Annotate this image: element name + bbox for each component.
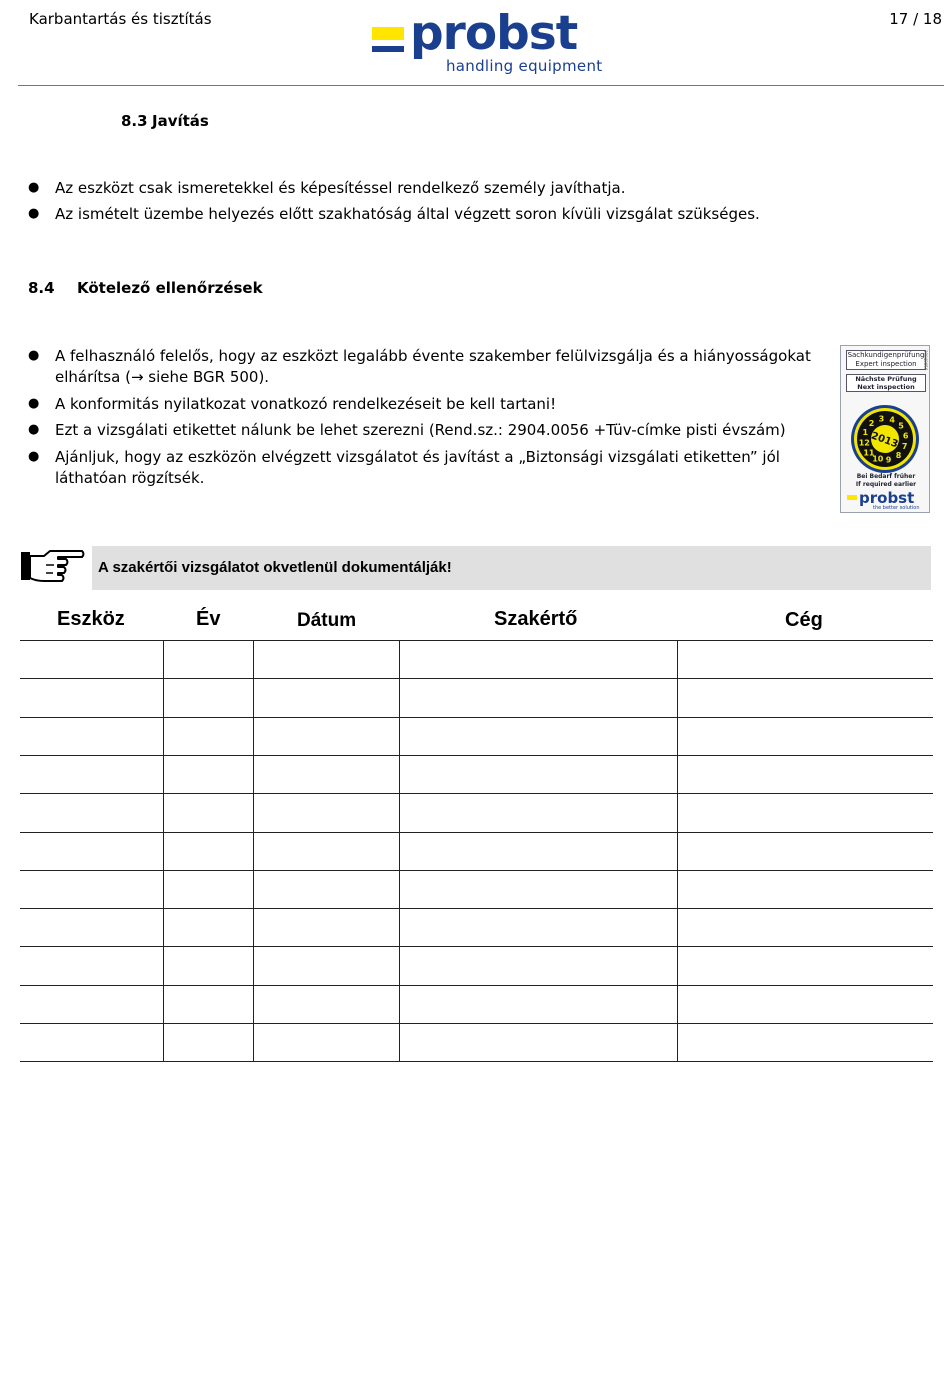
table-cell (678, 909, 932, 946)
section-83-bullet-2: Az ismételt üzembe helyezés előtt szakhatóság által végzett soron kívüli vizsgálat szükséges. (55, 205, 760, 223)
table-cell (164, 871, 253, 908)
label-logo-mark (847, 495, 857, 500)
table-cell (254, 679, 399, 716)
section-83-number: 8.3 (121, 112, 148, 130)
table-cell (164, 679, 253, 716)
month-mark: 8 (895, 451, 902, 461)
month-mark: 1 (862, 427, 869, 437)
table-cell (678, 947, 932, 984)
table-cell (164, 756, 253, 793)
table-cell (254, 871, 399, 908)
note-banner (92, 546, 931, 590)
section-84-number: 8.4 (28, 279, 55, 297)
table-cell (400, 794, 677, 831)
table-cell (254, 986, 399, 1023)
table-cell (254, 1024, 399, 1061)
month-mark: 9 (885, 455, 892, 465)
bullet-icon: ● (28, 396, 40, 411)
table-cell (254, 718, 399, 755)
month-mark: 12 (858, 438, 870, 448)
table-cell (164, 986, 253, 1023)
table-cell (400, 1024, 677, 1061)
label-earlier (844, 473, 928, 489)
label-expert-inspection (846, 350, 926, 370)
table-cell (400, 718, 677, 755)
bullet-icon: ● (28, 180, 40, 195)
table-cell (21, 794, 163, 831)
table-cell (164, 641, 253, 678)
table-cell (21, 871, 163, 908)
table-cell (678, 718, 932, 755)
month-mark: 7 (901, 442, 908, 452)
table-cell (678, 1024, 932, 1061)
section-84-bullet-1: A felhasználó felelős, hogy az eszközt legalább évente szakember felülvizsgálja és a hiányosságokat elhárítsa (→ siehe BGR 500). (55, 347, 811, 386)
table-cell (400, 679, 677, 716)
table-cell (254, 641, 399, 678)
label-brand-tag: the better solution (873, 505, 920, 511)
label-line2b: Next inspection (857, 383, 915, 391)
month-mark: 3 (878, 414, 885, 424)
table-cell (21, 833, 163, 870)
table-cell (21, 641, 163, 678)
table-cell (678, 641, 932, 678)
label-brand: probst (859, 489, 915, 507)
table-cell (400, 909, 677, 946)
table-cell (400, 947, 677, 984)
month-mark: 4 (889, 415, 895, 425)
table-cell (21, 756, 163, 793)
table-cell (678, 871, 932, 908)
table-cell (400, 871, 677, 908)
section-84-title: Kötelező ellenőrzések (77, 279, 263, 297)
label-code: 29040056 (923, 350, 928, 371)
table-cell (164, 909, 253, 946)
table-cell (678, 833, 932, 870)
table-cell (400, 756, 677, 793)
bullet-icon: ● (28, 449, 40, 464)
table-cell (400, 641, 677, 678)
table-cell (678, 756, 932, 793)
table-row-line (20, 1061, 933, 1062)
table-cell (21, 718, 163, 755)
month-mark: 5 (898, 421, 904, 431)
table-cell (400, 986, 677, 1023)
month-mark: 6 (902, 431, 909, 441)
table-cell (254, 909, 399, 946)
table-header-szakerto: Szakértő (494, 608, 578, 630)
label-line2a: Nächste Prüfung (855, 375, 917, 383)
month-mark: 2 (868, 418, 875, 428)
bullet-icon: ● (28, 422, 40, 437)
table-cell (254, 794, 399, 831)
table-cell (254, 756, 399, 793)
table-cell (400, 833, 677, 870)
inspection-log-table (20, 640, 933, 1062)
pointing-hand-icon (20, 548, 86, 586)
table-cell (21, 679, 163, 716)
month-mark: 10 (872, 454, 884, 464)
table-cell (164, 1024, 253, 1061)
note-text: A szakértői vizsgálatot okvetlenül dokumentálják! (98, 559, 452, 576)
table-cell (678, 986, 932, 1023)
table-header-ev: Év (196, 608, 221, 630)
month-mark: 11 (863, 448, 875, 458)
probst-logo (372, 6, 604, 80)
section-83-bullet-1: Az eszközt csak ismeretekkel és képesítéssel rendelkező személy javíthatja. (55, 179, 626, 197)
inspection-month-disc (850, 404, 920, 474)
bullet-icon: ● (28, 206, 40, 221)
table-header-eszkoz: Eszköz (57, 608, 125, 630)
logo-tagline: handling equipment (446, 57, 603, 75)
logo-blue-bar (372, 46, 404, 52)
table-cell (254, 833, 399, 870)
label-line3a: Bei Bedarf früher (856, 473, 916, 480)
section-84-bullet-3: Ezt a vizsgálati etikettet nálunk be lehet szerezni (Rend.sz.: 2904.0056 +Tüv-címke pisti évszám) (55, 421, 786, 439)
header-divider (18, 85, 944, 86)
table-cell (678, 679, 932, 716)
label-line3b: If required earlier (855, 481, 917, 488)
label-next-inspection (846, 374, 926, 392)
table-cell (21, 909, 163, 946)
running-header-title: Karbantartás és tisztítás (29, 10, 212, 28)
table-cell (164, 794, 253, 831)
table-cell (164, 833, 253, 870)
table-header-ceg: Cég (785, 609, 823, 631)
label-line1a: Sachkundigenprüfung (847, 351, 925, 359)
bullet-icon: ● (28, 348, 40, 363)
logo-yellow-bar (372, 27, 404, 40)
section-83-title: Javítás (152, 112, 209, 130)
table-header-datum: Dátum (297, 610, 357, 631)
table-cell (21, 1024, 163, 1061)
table-cell (21, 947, 163, 984)
label-year: 2013 (869, 430, 900, 451)
inspection-label-image (840, 345, 930, 513)
table-cell (164, 947, 253, 984)
page-number: 17 / 18 (889, 10, 942, 28)
table-cell (164, 718, 253, 755)
section-84-bullet-2: A konformitás nyilatkozat vonatkozó rendelkezéseit be kell tartani! (55, 395, 557, 413)
table-cell (678, 794, 932, 831)
logo-wordmark: probst (410, 6, 578, 61)
label-line1b: Expert inspection (855, 360, 917, 368)
section-84-bullet-4: Ajánljuk, hogy az eszközön elvégzett vizsgálatot és javítást a „Biztonsági vizsgálati etiketten” jól láthatóan rögzítsék. (55, 448, 780, 487)
table-cell (21, 986, 163, 1023)
table-cell (254, 947, 399, 984)
